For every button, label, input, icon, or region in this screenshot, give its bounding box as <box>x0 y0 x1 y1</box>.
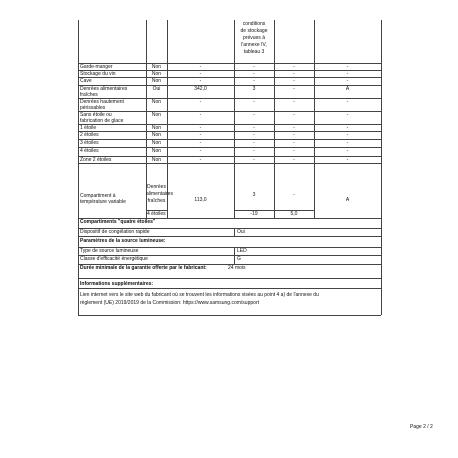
row-label: Garde-manger <box>80 64 113 70</box>
row-volume: - <box>199 112 202 118</box>
row-class: - <box>346 64 349 70</box>
v-rule <box>78 111 79 124</box>
v-rule <box>78 85 79 98</box>
light-title: Paramètres de la source lumineuse: <box>80 238 166 244</box>
v-rule <box>78 156 79 163</box>
row-temp: - <box>253 78 255 84</box>
v-rule <box>314 20 315 63</box>
v-rule <box>381 288 382 315</box>
row-flag: Non <box>151 78 162 84</box>
row-label: Stockage du vin <box>80 71 116 77</box>
row-flag: Non <box>151 132 162 138</box>
row-flag: Non <box>151 112 162 118</box>
v-rule <box>78 147 79 156</box>
h-rule <box>78 236 381 237</box>
row-label: Denrées hautement <box>80 99 124 105</box>
light-class-label: Classe d'efficacité énergétique <box>80 256 148 262</box>
warranty-label: Durée minimale de la garantie offerte par le fabricant: <box>80 265 207 271</box>
v-rule <box>78 124 79 131</box>
row-class: - <box>346 157 349 163</box>
warranty-value: 24 mois <box>228 265 246 271</box>
row-flag: Non <box>151 140 162 146</box>
variable-temp1: 3 <box>252 192 256 198</box>
row-volume: - <box>199 148 202 154</box>
row-class: - <box>346 112 349 118</box>
info-text-line: Lien internet vers le site web du fabricant où se trouvent les informations visées au point 4 a) de l'annexe du <box>80 292 319 298</box>
row-flag: Non <box>151 157 162 163</box>
row-temp: 3 <box>252 86 256 92</box>
quick-freeze-value: Oui <box>237 229 245 235</box>
row-class: - <box>346 125 349 131</box>
v-rule <box>78 255 79 264</box>
v-rule <box>381 131 382 139</box>
row-flag: Non <box>151 64 162 70</box>
v-rule <box>78 264 79 278</box>
row-temp: - <box>253 148 255 154</box>
v-rule <box>381 264 382 278</box>
row-class: - <box>346 140 349 146</box>
header-note-line: conditions <box>242 21 266 27</box>
row-flag: Oui <box>152 86 161 92</box>
v-rule <box>381 147 382 156</box>
h-rule <box>78 288 381 289</box>
row-label: fraîches <box>80 92 98 98</box>
v-rule <box>78 77 79 85</box>
row-c5: - <box>293 71 295 77</box>
v-rule <box>381 85 382 98</box>
h-rule <box>78 278 381 279</box>
row-temp: - <box>253 64 255 70</box>
row-temp: - <box>253 132 255 138</box>
row-label: 1 étoile <box>80 125 97 131</box>
variable-label: température variable <box>80 199 126 205</box>
row-label: 2 étoiles <box>80 132 99 138</box>
v-rule <box>78 228 79 236</box>
v-rule <box>234 255 235 264</box>
v-rule <box>167 20 168 63</box>
row-c5: - <box>293 78 295 84</box>
row-volume: - <box>199 99 202 105</box>
row-temp: - <box>253 125 255 131</box>
row-label: Cave <box>80 78 92 84</box>
v-rule <box>381 255 382 264</box>
v-rule <box>234 247 235 255</box>
v-rule <box>78 63 79 70</box>
row-class: - <box>346 148 349 154</box>
header-note-line: de stockage <box>240 28 268 34</box>
info-text-line: règlement (UE) 2019/2019 de la Commission: https://www.samsung.com/support <box>80 300 259 306</box>
row-volume: - <box>199 140 202 146</box>
variable-c5-1: - <box>293 192 295 198</box>
row-label: Sans étoile ou <box>80 112 112 118</box>
light-class-value: G <box>237 256 241 262</box>
variable-volume: 113,0 <box>194 197 207 203</box>
row-flag: Non <box>151 99 162 105</box>
row-volume: - <box>199 132 202 138</box>
row-temp: - <box>253 157 255 163</box>
row-flag: Non <box>151 125 162 131</box>
h-rule <box>78 315 381 316</box>
row-class: - <box>346 78 349 84</box>
page-number: Page 2 / 2 <box>410 424 433 430</box>
v-rule <box>78 163 79 218</box>
v-rule <box>381 63 382 70</box>
row-temp: - <box>253 112 255 118</box>
row-volume: - <box>199 157 202 163</box>
four-star-title: Compartiments "quatre étoiles" <box>80 219 156 225</box>
row-c5: - <box>293 140 295 146</box>
v-rule <box>381 20 382 63</box>
v-rule <box>381 228 382 236</box>
row-c5: - <box>293 64 295 70</box>
row-flag: Non <box>151 71 162 77</box>
header-note-line: l'annexe IV, <box>241 42 267 48</box>
variable-class: A <box>345 197 350 203</box>
row-temp: - <box>253 99 255 105</box>
row-label: Zone 2 étoiles <box>80 157 112 163</box>
v-rule <box>381 98 382 111</box>
v-rule <box>78 247 79 255</box>
row-volume: - <box>199 71 202 77</box>
row-temp: - <box>253 71 255 77</box>
row-volume: 342,0 <box>194 86 207 92</box>
light-type-value: LED <box>237 248 247 254</box>
v-rule <box>78 70 79 77</box>
row-c5: - <box>293 99 295 105</box>
v-rule <box>234 228 235 236</box>
row-c5: - <box>293 125 295 131</box>
row-class: - <box>346 132 349 138</box>
v-rule <box>314 163 315 218</box>
variable-sub1: fraîches <box>147 198 166 204</box>
row-label: périssables <box>80 105 106 111</box>
v-rule <box>381 77 382 85</box>
v-rule <box>146 20 147 63</box>
light-type-label: Type de source lumineuse <box>80 248 139 254</box>
row-label: 3 étoiles <box>80 140 99 146</box>
v-rule <box>78 131 79 139</box>
variable-sub2: 4 étoiles <box>147 211 166 217</box>
v-rule <box>78 288 79 315</box>
header-note-line: prévues à <box>243 35 265 41</box>
v-rule <box>381 70 382 77</box>
row-volume: - <box>199 78 202 84</box>
h-rule <box>78 163 381 164</box>
info-title: Informations supplémentaires: <box>80 281 154 287</box>
v-rule <box>78 278 79 288</box>
row-class: - <box>346 99 349 105</box>
row-c5: - <box>293 86 295 92</box>
row-label: fabrication de glace <box>80 118 124 124</box>
row-c5: - <box>293 148 295 154</box>
v-rule <box>381 111 382 124</box>
v-rule <box>381 124 382 131</box>
v-rule <box>78 139 79 147</box>
row-volume: - <box>199 125 202 131</box>
row-c5: - <box>293 157 295 163</box>
v-rule <box>381 236 382 247</box>
variable-sub1: Denrées <box>147 184 166 190</box>
row-temp: - <box>253 140 255 146</box>
header-note-line: tableau 3 <box>243 49 265 55</box>
row-class: A <box>345 86 350 92</box>
v-rule <box>78 98 79 111</box>
v-rule <box>78 20 79 63</box>
v-rule <box>78 236 79 247</box>
row-volume: - <box>199 64 202 70</box>
row-class: - <box>346 71 349 77</box>
quick-freeze-label: Dispositif de congélation rapide <box>80 229 150 235</box>
v-rule <box>381 247 382 255</box>
row-c5: - <box>293 112 295 118</box>
v-rule <box>274 20 275 63</box>
v-rule <box>381 156 382 163</box>
row-flag: Non <box>151 148 162 154</box>
v-rule <box>381 218 382 228</box>
row-label: 4 étoiles <box>80 148 99 154</box>
row-label: Denrées alimentaires <box>80 86 128 92</box>
row-c5: - <box>293 132 295 138</box>
variable-label: Compartiment à <box>80 193 116 199</box>
v-rule <box>381 278 382 288</box>
variable-temp2: -19 <box>250 211 258 217</box>
v-rule <box>78 218 79 228</box>
variable-sub1: alimentaires <box>146 191 173 197</box>
v-rule <box>381 163 382 218</box>
v-rule <box>381 139 382 147</box>
variable-c5-2: 5,0 <box>290 211 298 217</box>
